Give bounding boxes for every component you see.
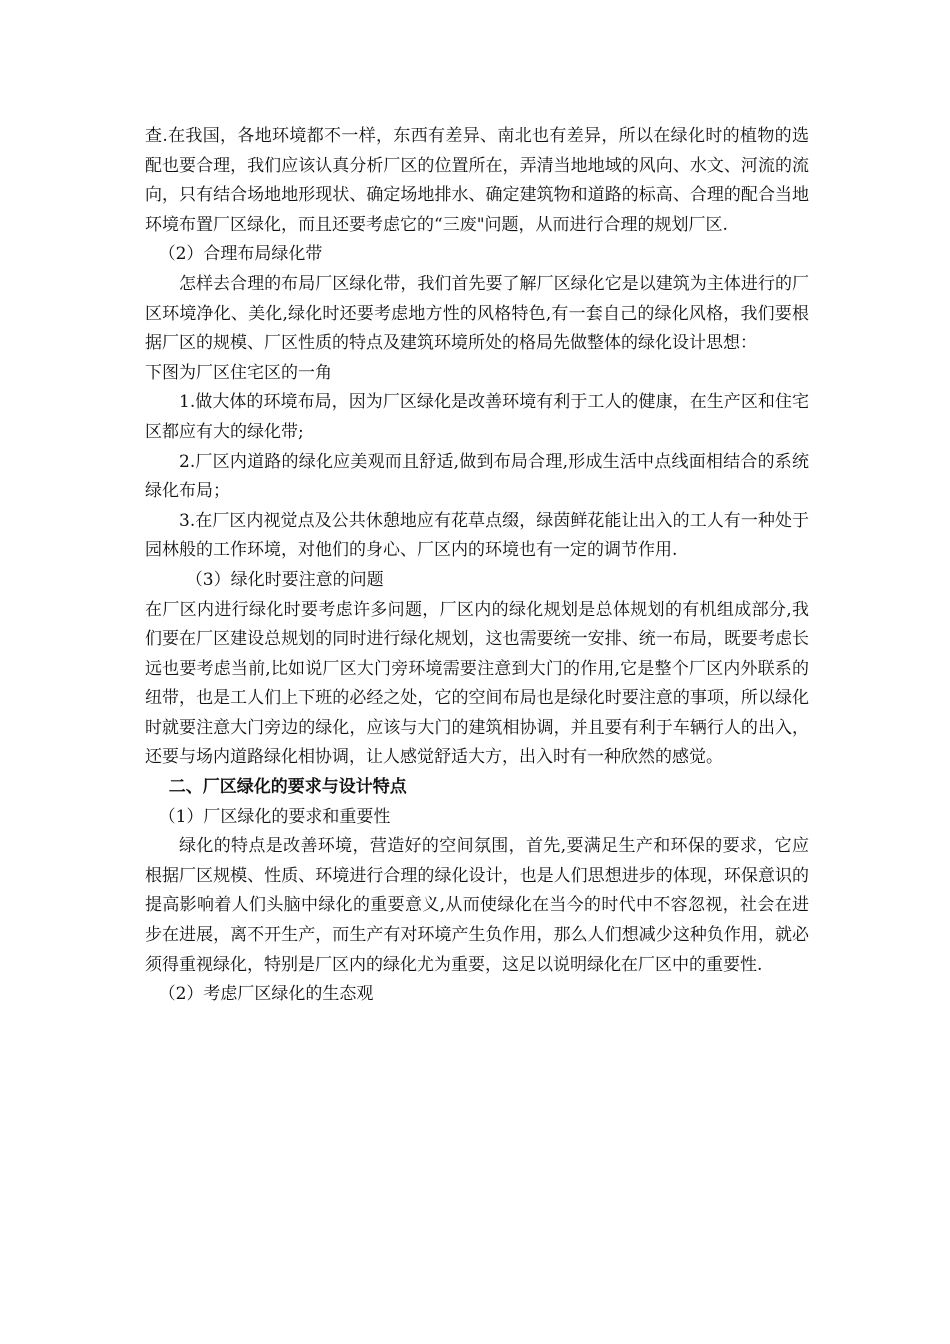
document-body: [145, 122, 809, 1010]
paragraph-notes: 在厂区内进行绿化时要考虑许多问题，厂区内的绿化规划是总体规划的有机组成部分,我们要在厂区建设总规划的同时进行绿化规划，这也需要统一安排、统一布局，既要考虑长远也要考虑当前,比如说厂区大门旁环境需要注意到大门的作用,它是整个厂区内外联系的纽带，也是工人们上下班的必经之处，它的空间布局也是绿化时要注意的事项，所以绿化时就要注意大门旁边的绿化，应该与大门的建筑相协调，并且要有利于车辆行人的出入，还要与场内道路绿化相协调，让人感觉舒适大方，出入时有一种欣然的感觉。: [145, 599, 809, 768]
list-item-1: 1.做大体的环境布局，因为厂区绿化是改善环境有利于工人的健康，在生产区和住宅区都应有大的绿化带;: [145, 392, 809, 442]
list-item-2: 2.厂区内道路的绿化应美观而且舒适,做到布局合理,形成生活中点线面相结合的系统绿化布局；: [145, 451, 809, 502]
paragraph-importance: 绿化的特点是改善环境，营造好的空间氛围，首先,要满足生产和环保的要求，它应根据厂区规模、性质、环境进行合理的绿化设计，也是人们思想进步的体现，环保意识的提高影响着人们头脑中绿化的重要意义,从而使绿化在当今的时代中不容忽视，社会在进步在进展，离不开生产，而生产有对环境产生负作用，那么人们想减少这种负作用，就必须得重视绿化，特别是厂区内的绿化尤为重要，这足以说明绿化在厂区中的重要性.: [145, 836, 809, 975]
subheading-layout-green-belt: （2）合理布局绿化带: [158, 244, 323, 265]
subheading-notes: （3）绿化时要注意的问题: [185, 569, 384, 590]
list-item-3: 3.在厂区内视觉点及公共休憩地应有花草点缀，绿茵鲜花能让出入的工人有一种处于园林般的工作环境，对他们的身心、厂区内的环境也有一定的调节作用.: [145, 510, 809, 561]
subheading-importance: （1）厂区绿化的要求和重要性: [158, 806, 391, 827]
paragraph-green-belt-intro: 怎样去合理的布局厂区绿化带，我们首先要了解厂区绿化它是以建筑为主体进行的厂区环境净化、美化,绿化时还要考虑地方性的风格特色,有一套自己的绿化风格，我们要根据厂区的规模、厂区性质的特点及建筑环境所处的格局先做整体的绿化设计思想：: [145, 273, 809, 354]
subheading-ecology: （2）考虑厂区绿化的生态观: [158, 984, 374, 1005]
figure-caption: 下图为厂区住宅区的一角: [145, 362, 332, 383]
paragraph-continuation: 查.在我国，各地环境都不一样，东西有差异、南北也有差异，所以在绿化时的植物的选配也要合理，我们应该认真分析厂区的位置所在，弄清当地地域的风向、水文、河流的流向，只有结合场地地形现状、确定场地排水、确定建筑物和道路的标高、合理的配合当地环境布置厂区绿化，而且还要考虑它的“三废"问题，从而进行合理的规划厂区.: [145, 126, 809, 235]
section-title-requirements: 二、厂区绿化的要求与设计特点: [168, 777, 407, 798]
